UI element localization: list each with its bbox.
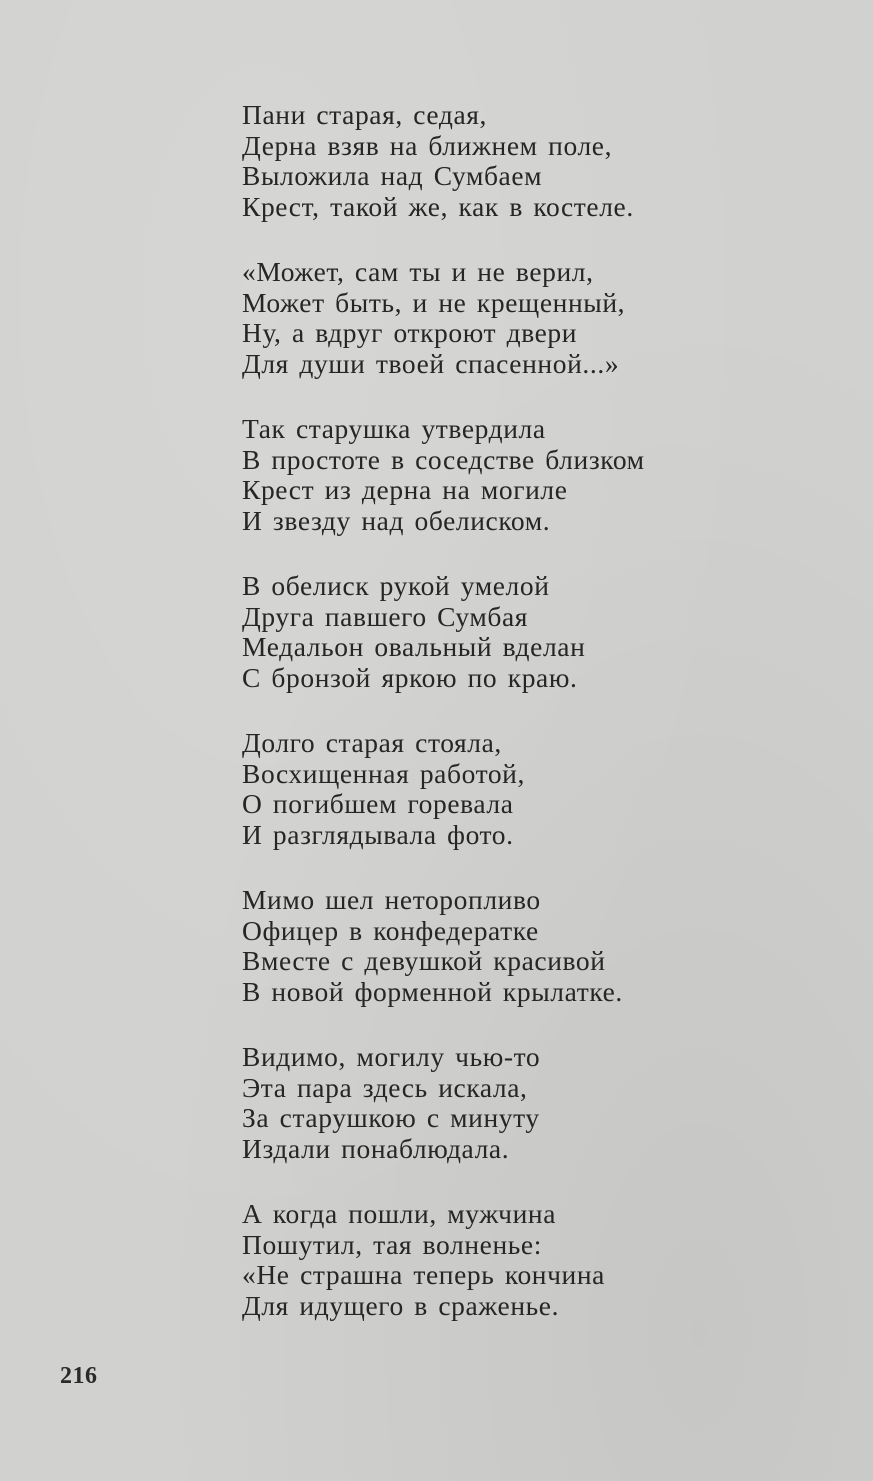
poem-line: Друга павшего Сумбая	[242, 600, 529, 632]
poem-line: И звезду над обелиском.	[242, 504, 551, 536]
poem-line: В новой форменной крылатке.	[242, 975, 623, 1007]
stanza	[242, 728, 802, 850]
stanza	[242, 100, 802, 222]
poem-line: Восхищенная работой,	[242, 757, 525, 789]
poem-line: А когда пошли, мужчина	[242, 1198, 557, 1229]
stanza	[242, 885, 802, 1007]
poem-line: Так старушка утвердила	[242, 413, 546, 444]
poem-line: Пошутил, тая волненье:	[242, 1228, 542, 1260]
poem-line: Крест из дерна на могиле	[242, 474, 568, 505]
poem-line: Дерна взяв на ближнем поле,	[242, 129, 613, 161]
poem-line: Мимо шел неторопливо	[242, 884, 541, 915]
poem-line: Вместе с девушкой красивой	[242, 945, 606, 976]
poem-line: Для идущего в сраженье.	[242, 1289, 560, 1321]
stanza	[242, 571, 802, 693]
stanza	[242, 1042, 802, 1164]
poem-line: Видимо, могилу чью-то	[242, 1041, 541, 1072]
stanza	[242, 1199, 802, 1321]
poem-line: «Может, сам ты и не верил,	[242, 256, 594, 287]
stanza	[242, 414, 802, 536]
poem-line: С бронзой яркою по краю.	[242, 661, 578, 693]
stanza	[242, 257, 802, 379]
poem-line: Эта пара здесь искала,	[242, 1071, 528, 1103]
poem-line: «Не страшна теперь кончина	[242, 1259, 605, 1290]
poem-line: Медальон овальный вделан	[242, 631, 586, 662]
page-number: 216	[60, 1363, 98, 1389]
poem-line: Офицер в конфедератке	[242, 914, 539, 946]
poem-line: Пани старая, седая,	[242, 99, 487, 130]
poem-line: Издали понаблюдала.	[242, 1132, 510, 1164]
poem-line: За старушкою с минуту	[242, 1102, 540, 1133]
poem-line: В простоте в соседстве близком	[242, 443, 645, 475]
poem-line: И разглядывала фото.	[242, 818, 514, 850]
poem-line: Может быть, и не крещенный,	[242, 286, 626, 318]
poem-line: Выложила над Сумбаем	[242, 160, 543, 191]
poem-line: Ну, а вдруг откроют двери	[242, 317, 578, 348]
poem-line: Для души твоей спасенной...»	[242, 347, 620, 379]
poem	[242, 100, 802, 1356]
poem-line: В обелиск рукой умелой	[242, 570, 550, 601]
poem-line: Долго старая стояла,	[242, 727, 502, 758]
poem-line: О погибшем горевала	[242, 788, 514, 819]
poem-line: Крест, такой же, как в костеле.	[242, 190, 634, 222]
